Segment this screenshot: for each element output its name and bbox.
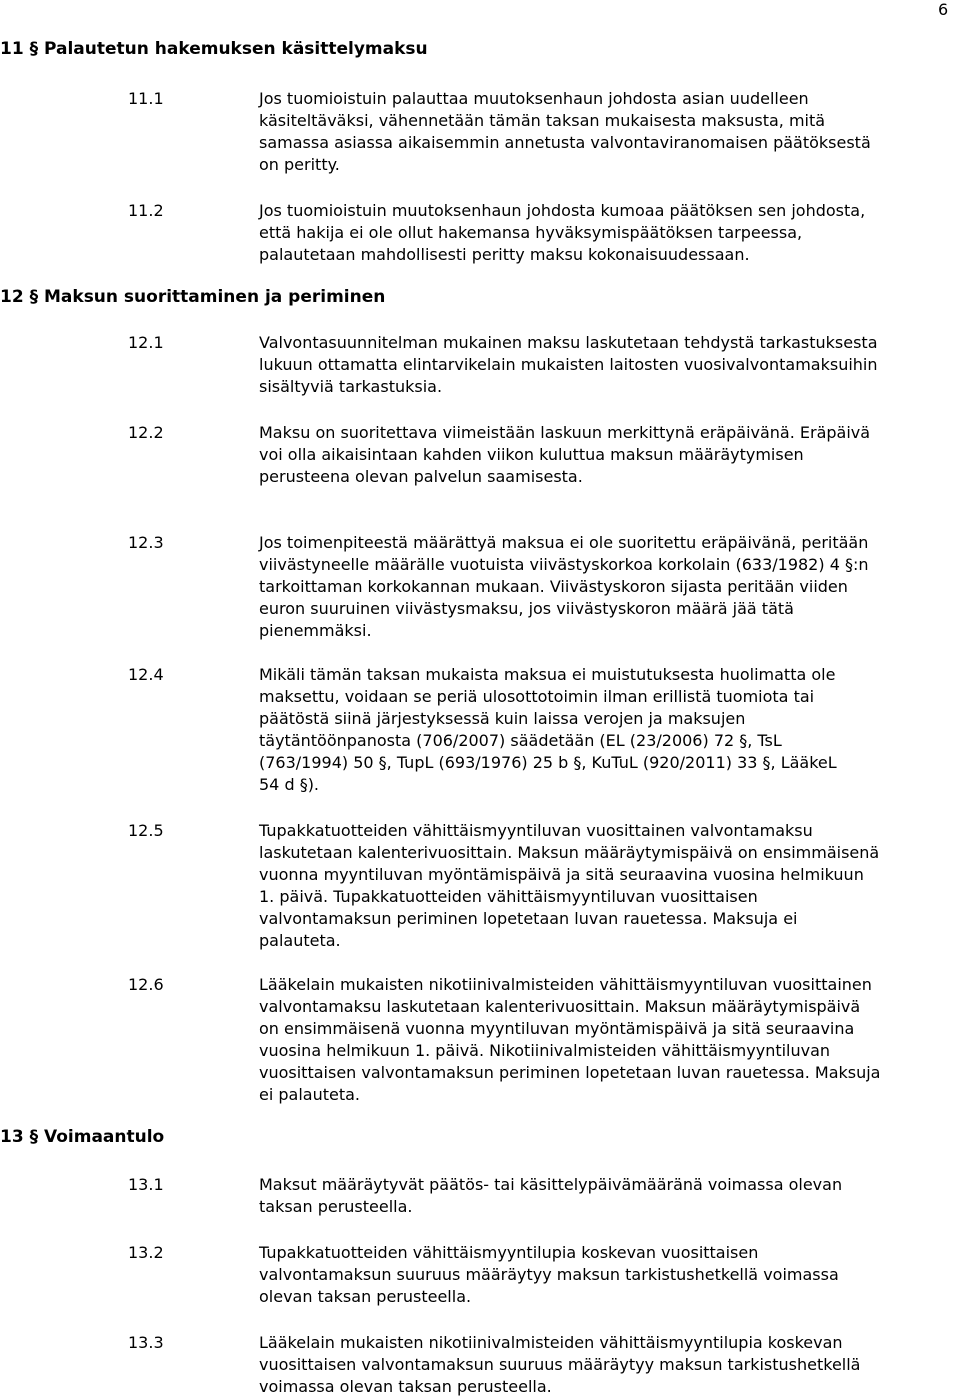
- clause-text-line: sisältyviä tarkastuksia.: [259, 377, 443, 396]
- clause-text: [259, 1332, 959, 1398]
- clause-text: [259, 1242, 959, 1308]
- clause-text-line: valvontamaksu laskutetaan kalenterivuosittain. Maksun määräytymispäivä: [259, 997, 861, 1016]
- clause-text-line: Valvontasuunnitelman mukainen maksu laskutetaan tehdystä tarkastuksesta: [259, 333, 878, 352]
- clause-text: [259, 532, 959, 642]
- clause-text-line: tarkoittaman korkokannan mukaan. Viivästyskoron sijasta peritään viiden: [259, 577, 848, 596]
- clause-text-line: taksan perusteella.: [259, 1197, 413, 1216]
- clause-text: [259, 88, 959, 176]
- clause-text-line: Tupakkatuotteiden vähittäismyyntilupia koskevan vuosittaisen: [259, 1243, 759, 1262]
- clause-text-line: valvontamaksun suuruus määräytyy maksun tarkistushetkellä voimassa: [259, 1265, 839, 1284]
- clause-text-line: Lääkelain mukaisten nikotiinivalmisteiden vähittäismyyntiluvan vuosittainen: [259, 975, 872, 994]
- clause-number: 11.1: [128, 89, 164, 108]
- clause-text-line: valvontamaksun periminen lopetetaan luvan rauetessa. Maksuja ei: [259, 909, 798, 928]
- clause-text-line: Jos tuomioistuin muutoksenhaun johdosta kumoaa päätöksen sen johdosta,: [259, 201, 866, 220]
- section-heading: 11 § Palautetun hakemuksen käsittelymaksu: [0, 39, 428, 59]
- clause-text-line: Jos toimenpiteestä määrättyä maksua ei ole suoritettu eräpäivänä, peritään: [259, 533, 869, 552]
- clause-text-line: täytäntöönpanosta (706/2007) säädetään (EL (23/2006) 72 §, TsL: [259, 731, 782, 750]
- clause-text-line: palauteta.: [259, 931, 341, 950]
- clause-text-line: lukuun ottamatta elintarvikelain mukaisten laitosten vuosivalvontamaksuihin: [259, 355, 878, 374]
- clause-text-line: vuosittaisen valvontamaksun suuruus määräytyy maksun tarkistushetkellä: [259, 1355, 861, 1374]
- clause-text-line: Lääkelain mukaisten nikotiinivalmisteiden vähittäismyyntilupia koskevan: [259, 1333, 843, 1352]
- clause-text-line: että hakija ei ole ollut hakemansa hyväksymispäätöksen tarpeessa,: [259, 223, 803, 242]
- clause-text: [259, 1174, 959, 1218]
- clause-text-line: palautetaan mahdollisesti peritty maksu kokonaisuudessaan.: [259, 245, 750, 264]
- clause-text: [259, 820, 959, 952]
- clause-text-line: voimassa olevan taksan perusteella.: [259, 1377, 552, 1396]
- clause-text-line: voi olla aikaisintaan kahden viikon kuluttua maksun määräytymisen: [259, 445, 804, 464]
- clause-text-line: Jos tuomioistuin palauttaa muutoksenhaun johdosta asian uudelleen: [259, 89, 809, 108]
- clause-number: 13.2: [128, 1243, 164, 1262]
- clause-number: 13.3: [128, 1333, 164, 1352]
- clause-number: 12.6: [128, 975, 164, 994]
- clause-text-line: vuosina helmikuun 1. päivä. Nikotiinivalmisteiden vähittäismyyntiluvan: [259, 1041, 831, 1060]
- clause-text: [259, 332, 959, 398]
- clause-text: [259, 422, 959, 488]
- clause-number: 12.2: [128, 423, 164, 442]
- clause-text-line: päätöstä siinä järjestyksessä kuin laissa verojen ja maksujen: [259, 709, 746, 728]
- clause-text-line: 54 d §).: [259, 775, 320, 794]
- clause-text-line: ei palauteta.: [259, 1085, 361, 1104]
- clause-text-line: on peritty.: [259, 155, 340, 174]
- clause-text-line: olevan taksan perusteella.: [259, 1287, 472, 1306]
- clause-number: 11.2: [128, 201, 164, 220]
- clause-text-line: Mikäli tämän taksan mukaista maksua ei muistutuksesta huolimatta ole: [259, 665, 836, 684]
- clause-number: 13.1: [128, 1175, 164, 1194]
- clause-text: [259, 664, 959, 796]
- clause-text-line: Maksut määräytyvät päätös- tai käsittelypäivämääränä voimassa olevan: [259, 1175, 843, 1194]
- clause-text-line: laskutetaan kalenterivuosittain. Maksun määräytymispäivä on ensimmäisenä: [259, 843, 880, 862]
- clause-text-line: (763/1994) 50 §, TupL (693/1976) 25 b §, KuTuL (920/2011) 33 §, LääkeL: [259, 753, 837, 772]
- clause-text-line: samassa asiassa aikaisemmin annetusta valvontaviranomaisen päätöksestä: [259, 133, 871, 152]
- clause-number: 12.5: [128, 821, 164, 840]
- clause-text-line: perusteena olevan palvelun saamisesta.: [259, 467, 583, 486]
- clause-text: [259, 974, 959, 1106]
- clause-text-line: vuonna myyntiluvan myöntämispäivä ja sitä seuraavina vuosina helmikuun: [259, 865, 864, 884]
- clause-text-line: maksettu, voidaan se periä ulosottotoimin ilman erillistä tuomiota tai: [259, 687, 815, 706]
- clause-number: 12.3: [128, 533, 164, 552]
- clause-number: 12.1: [128, 333, 164, 352]
- section-heading: 13 § Voimaantulo: [0, 1127, 165, 1147]
- clause-text-line: vuosittaisen valvontamaksun periminen lopetetaan luvan rauetessa. Maksuja: [259, 1063, 881, 1082]
- clause-text: [259, 200, 959, 266]
- clause-text-line: pienemmäksi.: [259, 621, 372, 640]
- section-heading: 12 § Maksun suorittaminen ja periminen: [0, 287, 386, 307]
- clause-text-line: käsiteltäväksi, vähennetään tämän taksan mukaisesta maksusta, mitä: [259, 111, 826, 130]
- clause-text-line: euron suuruinen viivästysmaksu, jos viivästyskoron määrä jää tätä: [259, 599, 794, 618]
- clause-number: 12.4: [128, 665, 164, 684]
- clause-text-line: on ensimmäisenä vuonna myyntiluvan myöntämispäivä ja sitä seuraavina: [259, 1019, 855, 1038]
- clause-text-line: 1. päivä. Tupakkatuotteiden vähittäismyyntiluvan vuosittaisen: [259, 887, 758, 906]
- clause-text-line: viivästyneelle määrälle vuotuista viivästyskorkoa korkolain (633/1982) 4 §:n: [259, 555, 869, 574]
- page-number: 6: [938, 0, 949, 19]
- clause-text-line: Tupakkatuotteiden vähittäismyyntiluvan vuosittainen valvontamaksu: [259, 821, 813, 840]
- clause-text-line: Maksu on suoritettava viimeistään laskuun merkittynä eräpäivänä. Eräpäivä: [259, 423, 871, 442]
